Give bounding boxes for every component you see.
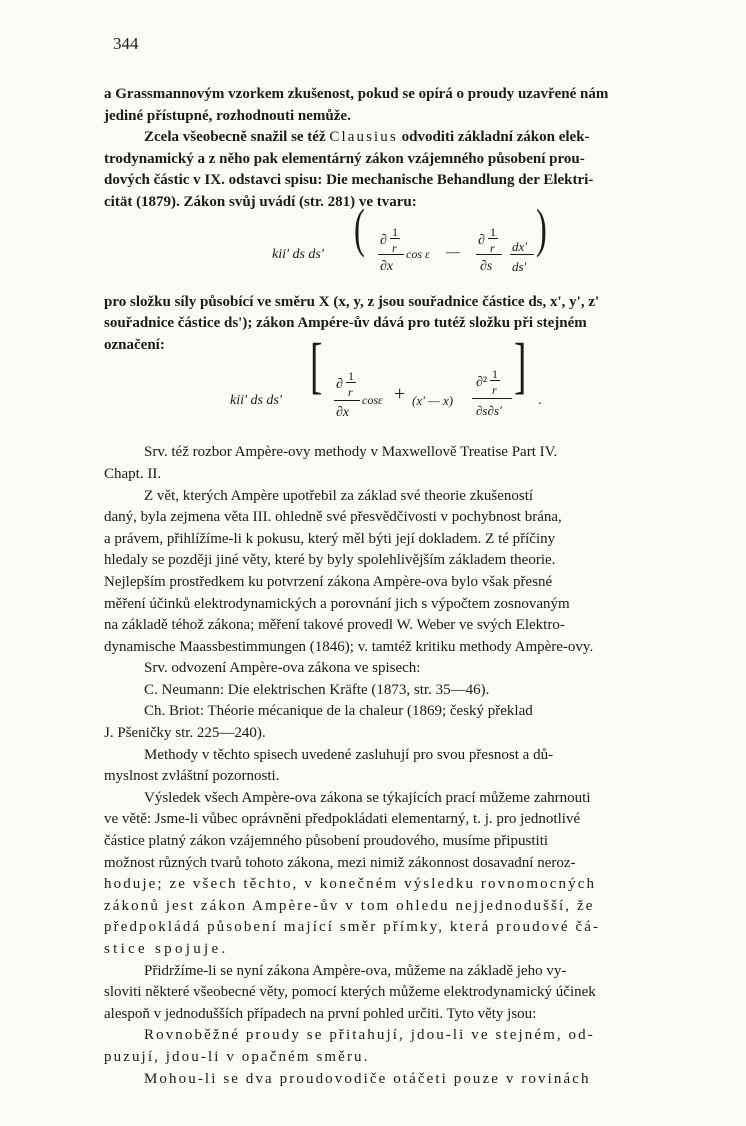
text-line: možnost různých tvarů tohoto zákona, mezi nimiž zákonnost dosavadní neroz- (104, 854, 576, 871)
text-line: cität (1879). Zákon svůj uvádí (str. 281) ve tvaru: (104, 193, 417, 210)
text-line (104, 127, 706, 149)
text-line: myslnost zvláštní pozornosti. (104, 768, 280, 785)
bracket-left: [ (310, 332, 323, 401)
bracket-right: ) (536, 197, 547, 258)
text-line: dynamische Maassbestimmungen (1846); v. tamtéž kritiku methody Ampère-ovy. (104, 638, 594, 655)
eq-r: r (490, 240, 495, 255)
frac-bar (378, 254, 404, 255)
text-line: Srv. též rozbor Ampère-ovy methody v Maxwellově Treatise Part IV. (144, 444, 558, 461)
text-line: Rovnoběžné proudy se přitahují, jdou-li ve stejném, od- (144, 1027, 595, 1044)
text-line: souřadnice částice ds'); zákon Ampére-ův dává pro tutéž složku při stejném (104, 315, 587, 332)
eq-paren: (x' — x) (412, 393, 454, 409)
eq-r: r (348, 385, 353, 400)
frac-bar (472, 398, 512, 399)
text-line: Výsledek všech Ampère-ova zákona se týkajících prací můžeme zahrnouti (144, 789, 591, 806)
eq-minus: — (446, 244, 460, 260)
eq-prefix: kii' ds ds' (230, 393, 282, 409)
text-line: Z vět, kterých Ampère upotřebil za základ své theorie zkušeností (144, 487, 534, 504)
text-line: hoduje; ze všech těchto, v konečném výsledku rovnomocných (104, 876, 597, 893)
text-line: puzují, jdou-li v opačném směru. (104, 1048, 370, 1065)
eq-cos: cos ε (406, 246, 430, 261)
frac-bar (476, 254, 502, 255)
eq-dx: ∂x (380, 258, 394, 274)
text-line: pro složku síly působící ve směru X (x, y, z jsou souřadnice částice ds, x', y', z' (104, 293, 600, 310)
text-line: trodynamický a z něho pak elementárný zákon vzájemného působení prou- (104, 150, 585, 167)
text-line: sloviti některé všeobecné věty, pomocí kterých můžeme elektrodynamický účinek (104, 984, 596, 1001)
frac-bar (334, 400, 360, 401)
page-number: 344 (113, 34, 139, 53)
eq-partial: ∂ (478, 232, 485, 248)
eq-one: 1 (490, 224, 496, 239)
eq-dot: . (538, 393, 542, 409)
text-line: Srv. odvození Ampère-ova zákona ve spisech: (144, 660, 421, 677)
eq-partial: ∂ (336, 377, 343, 393)
text-line: Methody v těchto spisech uvedené zasluhují pro svou přesnost a dů- (144, 746, 554, 763)
eq-partial: ∂² (476, 375, 488, 391)
eq-ds: ∂s (480, 258, 493, 274)
eq-one: 1 (492, 367, 498, 382)
text-line: na základě téhož zákona; měření takové provedl W. Weber ve svých Elektro- (104, 617, 565, 634)
bracket-right: ] (514, 332, 527, 401)
frac-bar (510, 254, 534, 255)
eq-r: r (392, 240, 397, 255)
text-line: předpokládá působení mající směr přímky, která proudové čá- (104, 919, 601, 936)
eq-partial: ∂ (380, 232, 387, 248)
text-line: daný, byla zejmena věta III. ohledně své přesvědčivosti v pochybnost brána, (104, 509, 562, 526)
text-span: odvoditi základní zákon elek- (397, 129, 590, 146)
text-line: Ch. Briot: Théorie mécanique de la chaleur (1869; český překlad (144, 703, 533, 720)
bracket-left: ( (354, 197, 365, 258)
text-line: Přidržíme-li se nyní zákona Ampère-ova, můžeme na základě jeho vy- (144, 962, 567, 979)
text-line: měření účinků elektrodynamických a porovnání jich s výpočtem zosnovaným (104, 595, 570, 612)
text-line: a Grassmannovým vzorkem zkušenost, pokud se opírá o proudy uzavřené nám (104, 86, 609, 102)
text-line: ve větě: Jsme-li vůbec oprávněni předpokládati elementarný, t. j. pro jednotlivé (104, 811, 581, 828)
text-line: dových částic v IX. odstavci spisu: Die mechanische Behandlung der Elektri- (104, 172, 594, 189)
text-line: zákonů jest zákon Ampère-ův v tom ohledu nejjednodušší, že (104, 897, 595, 914)
eq-dsds: ∂s∂s' (476, 403, 502, 419)
text-line: J. Pšeničky str. 225—240). (104, 725, 266, 742)
text-line: a právem, přihlížíme-li k pokusu, který měl býti její dokladem. Z té příčiny (104, 530, 556, 547)
eq-prefix: kii' ds ds' (272, 246, 324, 262)
author-name: Clausius (329, 129, 398, 146)
text-line: označení: (104, 336, 165, 353)
text-line: Mohou-li se dva proudovodiče otáčeti pouze v rovinách (144, 1070, 591, 1087)
eq-dsp: ds' (512, 258, 527, 274)
eq-one: 1 (348, 369, 354, 384)
eq-one: 1 (392, 224, 398, 239)
eq-dxp: dx' (512, 238, 528, 254)
text-line: částice platný zákon vzájemného působení proudového, musíme připustiti (104, 833, 549, 850)
text-line: Chapt. II. (104, 465, 162, 482)
text-span: Zcela všeobecně snažil se též (144, 129, 330, 146)
eq-plus: + (394, 383, 406, 406)
eq-dx: ∂x (336, 405, 350, 421)
text-line: hledaly se později jiné věty, které by byly spolehlivějším základem theorie. (104, 552, 556, 569)
eq-cos: cosε (362, 393, 383, 408)
text-line: alespoň v jednodušších případech na první pohled určiti. Tyto věty jsou: (104, 1005, 537, 1022)
text-line: jediné přístupné, rozhodnouti nemůže. (104, 107, 351, 124)
eq-r: r (492, 383, 497, 398)
text-line: Nejlepším prostředkem ku potvrzení zákona Ampère-ova bylo však přesné (104, 573, 553, 590)
text-line: stice spojuje. (104, 941, 229, 957)
body-text (104, 84, 706, 1090)
text-line: C. Neumann: Die elektrischen Kräfte (1873, str. 35—46). (144, 681, 490, 698)
